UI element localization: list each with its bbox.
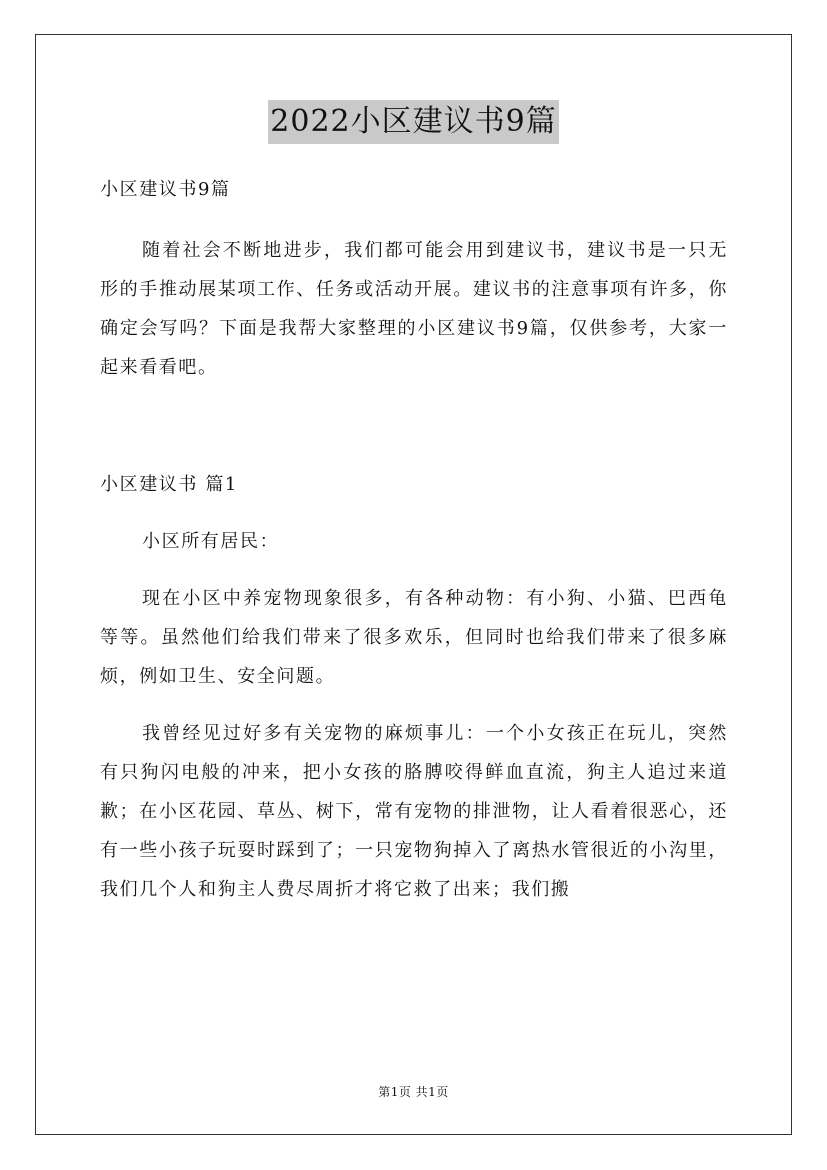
document-subtitle: 小区建议书9篇 xyxy=(100,179,231,200)
spacer xyxy=(100,209,728,231)
document-body xyxy=(100,170,728,909)
document-title: 2022小区建议书9篇 xyxy=(268,100,558,144)
body-paragraph-2: 我曾经见过好多有关宠物的麻烦事儿：一个小女孩正在玩儿，突然有只狗闪电般的冲来，把小女孩的胳膊咬得鲜血直流，狗主人追过来道歉；在小区花园、草丛、树下，常有宠物的排泄物，让人看着很恶心，还有一些小孩子玩耍时踩到了；一只宠物狗掉入了离热水管很近的小沟里，我们几个人和狗主人费尽周折才将它救了出来；我们搬 xyxy=(100,723,728,900)
intro-paragraph: 随着社会不断地进步，我们都可能会用到建议书，建议书是一只无形的手推动展某项工作、任务或活动开展。建议书的注意事项有许多，你确定会写吗？下面是我帮大家整理的小区建议书9篇，仅供参考，大家一起来看看吧。 xyxy=(100,240,728,378)
spacer xyxy=(100,504,728,522)
page-footer: 第1页 共1页 xyxy=(378,1085,449,1099)
title-container xyxy=(0,100,827,144)
section-heading: 小区建议书 篇1 xyxy=(100,474,238,495)
body-paragraph-1: 现在小区中养宠物现象很多，有各种动物：有小狗、小猫、巴西龟等等。虽然他们给我们带来了很多欢乐，但同时也给我们带来了很多麻烦，例如卫生、安全问题。 xyxy=(100,588,728,687)
spacer xyxy=(100,696,728,714)
spacer xyxy=(100,561,728,579)
salutation: 小区所有居民： xyxy=(142,531,280,552)
spacer xyxy=(100,387,728,465)
